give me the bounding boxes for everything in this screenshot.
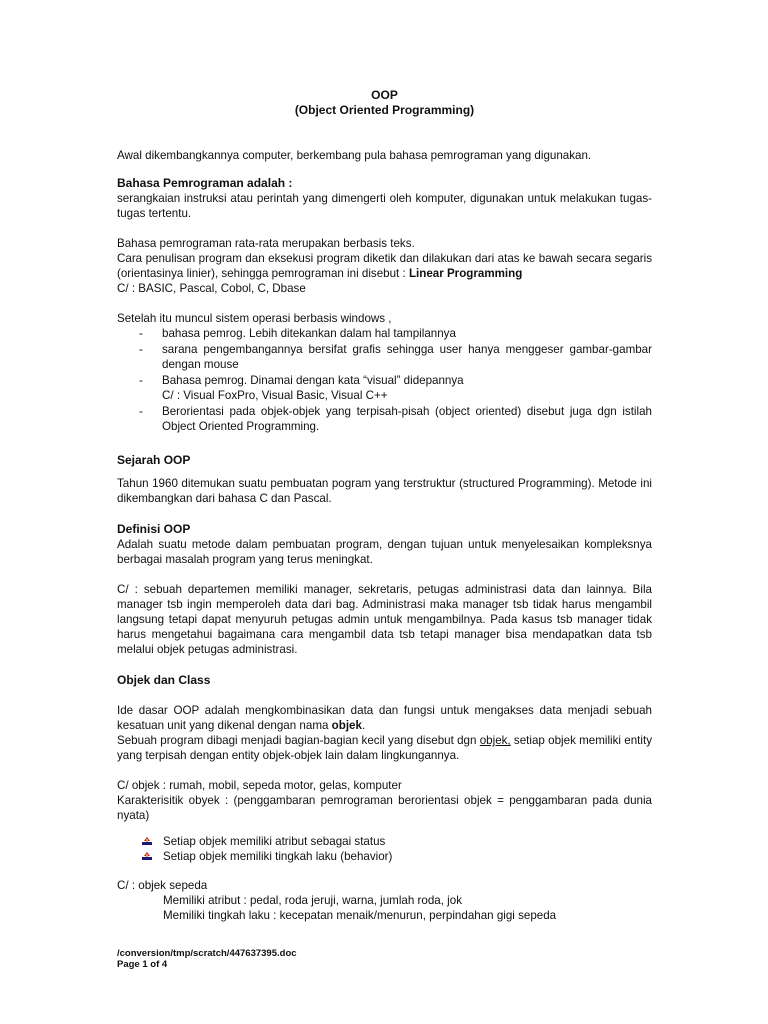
arrow-bullet-icon [142,836,152,846]
objek-p1-end: . [361,719,366,732]
windows-list [117,326,652,434]
list-item [117,342,652,372]
bahasa-heading: Bahasa Pemrograman adalah : [117,176,293,190]
bahasa-linear-text: Cara penulisan program dan eksekusi program diketik dan dilakukan dari atas ke bawah secara segaris (orientasinya linier), sehingga pemrograman ini disebut : [117,252,652,280]
list-item-text: Bahasa pemrog. Dinamai dengan kata “visual” didepannya [162,374,464,387]
doc-title: OOP [371,88,398,102]
document-body [117,88,652,923]
list-item-text: sarana pengembangannya bersifat grafis sehingga user hanya menggeser gambar-gambar dengan mouse [162,343,652,371]
dash-marker: - [139,343,143,356]
objek-p2-end: setiap objek memiliki entity yang terpisah dengan entity objek-objek lain dalam lingkungannya. [117,734,652,762]
footer-path: /conversion/tmp/scratch/447637395.doc [117,948,297,959]
arrow-bullet-icon [142,851,152,861]
sepeda-label: C/ : objek sepeda [117,879,208,892]
sepeda-behavior: Memiliki tingkah laku : kecepatan menaik/menurun, perpindahan gigi sepeda [163,909,557,922]
dash-marker: - [139,374,143,387]
footer-page-number: Page 1 of 4 [117,959,168,970]
list-item-subtext: C/ : Visual FoxPro, Visual Basic, Visual C++ [162,389,388,402]
sepeda-attribute: Memiliki atribut : pedal, roda jeruji, warna, jumlah roda, jok [163,894,462,907]
list-item [117,326,652,341]
objek-underlined-term: objek, [479,734,511,747]
sejarah-text: Tahun 1960 ditemukan suatu pembuatan pogram yang terstruktur (structured Programming). Metode ini dikembangkan dari bahasa C dan Pascal. [117,477,652,505]
dash-marker: - [139,405,143,418]
definisi-heading: Definisi OOP [117,522,191,536]
bahasa-text-line: Bahasa pemrograman rata-rata merupakan berbasis teks. [117,237,415,250]
bahasa-linear-paragraph [117,251,652,281]
list-item-text: bahasa pemrog. Lebih ditekankan dalam hal tampilannya [162,327,456,340]
objek-p2-text: Sebuah program dibagi menjadi bagian-bagian kecil yang disebut dgn [117,734,480,747]
sejarah-heading: Sejarah OOP [117,453,191,467]
bahasa-example: C/ : BASIC, Pascal, Cobol, C, Dbase [117,282,306,295]
karakteristik-line: Karakterisitik obyek : (penggambaran pemrograman berorientasi objek = penggambaran pada dunia nyata) [117,794,652,822]
objek-example: C/ objek : rumah, mobil, sepeda motor, gelas, komputer [117,779,402,792]
list-item-text: Berorientasi pada objek-objek yang terpisah-pisah (object oriented) disebut juga dgn istilah Object Oriented Programming. [162,405,652,433]
objek-p1-text: Ide dasar OOP adalah mengkombinasikan data dan fungsi untuk mengakses data menjadi sebuah kesatuan unit yang dikenal dengan nama [117,704,652,732]
list-item [117,373,652,403]
objek-paragraph-1 [117,703,652,733]
list-item-text: Setiap objek memiliki tingkah laku (behavior) [163,850,393,863]
bahasa-definition: serangkaian instruksi atau perintah yang dimengerti oleh komputer, digunakan untuk melakukan tugas-tugas tertentu. [117,192,652,220]
list-item [117,849,652,864]
linear-programming-term: Linear Programming [408,267,523,280]
characteristics-list [117,834,652,864]
definisi-example: C/ : sebuah departemen memiliki manager, sekretaris, petugas administrasi data dan lainnya. Bila manager tsb ingin memperoleh data dari bag. Administrasi maka manager tsb tidak harus mengambil langsung tetapi dapat menyuruh petugas admin untuk mengambilnya. Pada kasus tsb manager tidak harus mengetahui bagaimana cara mengambil data tsb tetapi manager bisa mendapatkan data tsb melalui objek petugas administrasi. [117,583,652,656]
objek-heading: Objek dan Class [117,673,211,687]
definisi-text: Adalah suatu metode dalam pembuatan program, dengan tujuan untuk menyelesaikan kompleksnya berbagai masalah program yang terus meningkat. [117,538,652,566]
list-item [117,404,652,434]
objek-term: objek [331,719,362,732]
list-item [117,834,652,849]
dash-marker: - [139,327,143,340]
intro-paragraph: Awal dikembangkannya computer, berkembang pula bahasa pemrograman yang digunakan. [117,149,592,162]
doc-subtitle: (Object Oriented Programming) [294,103,475,117]
windows-intro: Setelah itu muncul sistem operasi berbasis windows , [117,312,392,325]
page-footer [117,948,297,970]
objek-paragraph-2 [117,733,652,763]
list-item-text: Setiap objek memiliki atribut sebagai status [163,835,386,848]
